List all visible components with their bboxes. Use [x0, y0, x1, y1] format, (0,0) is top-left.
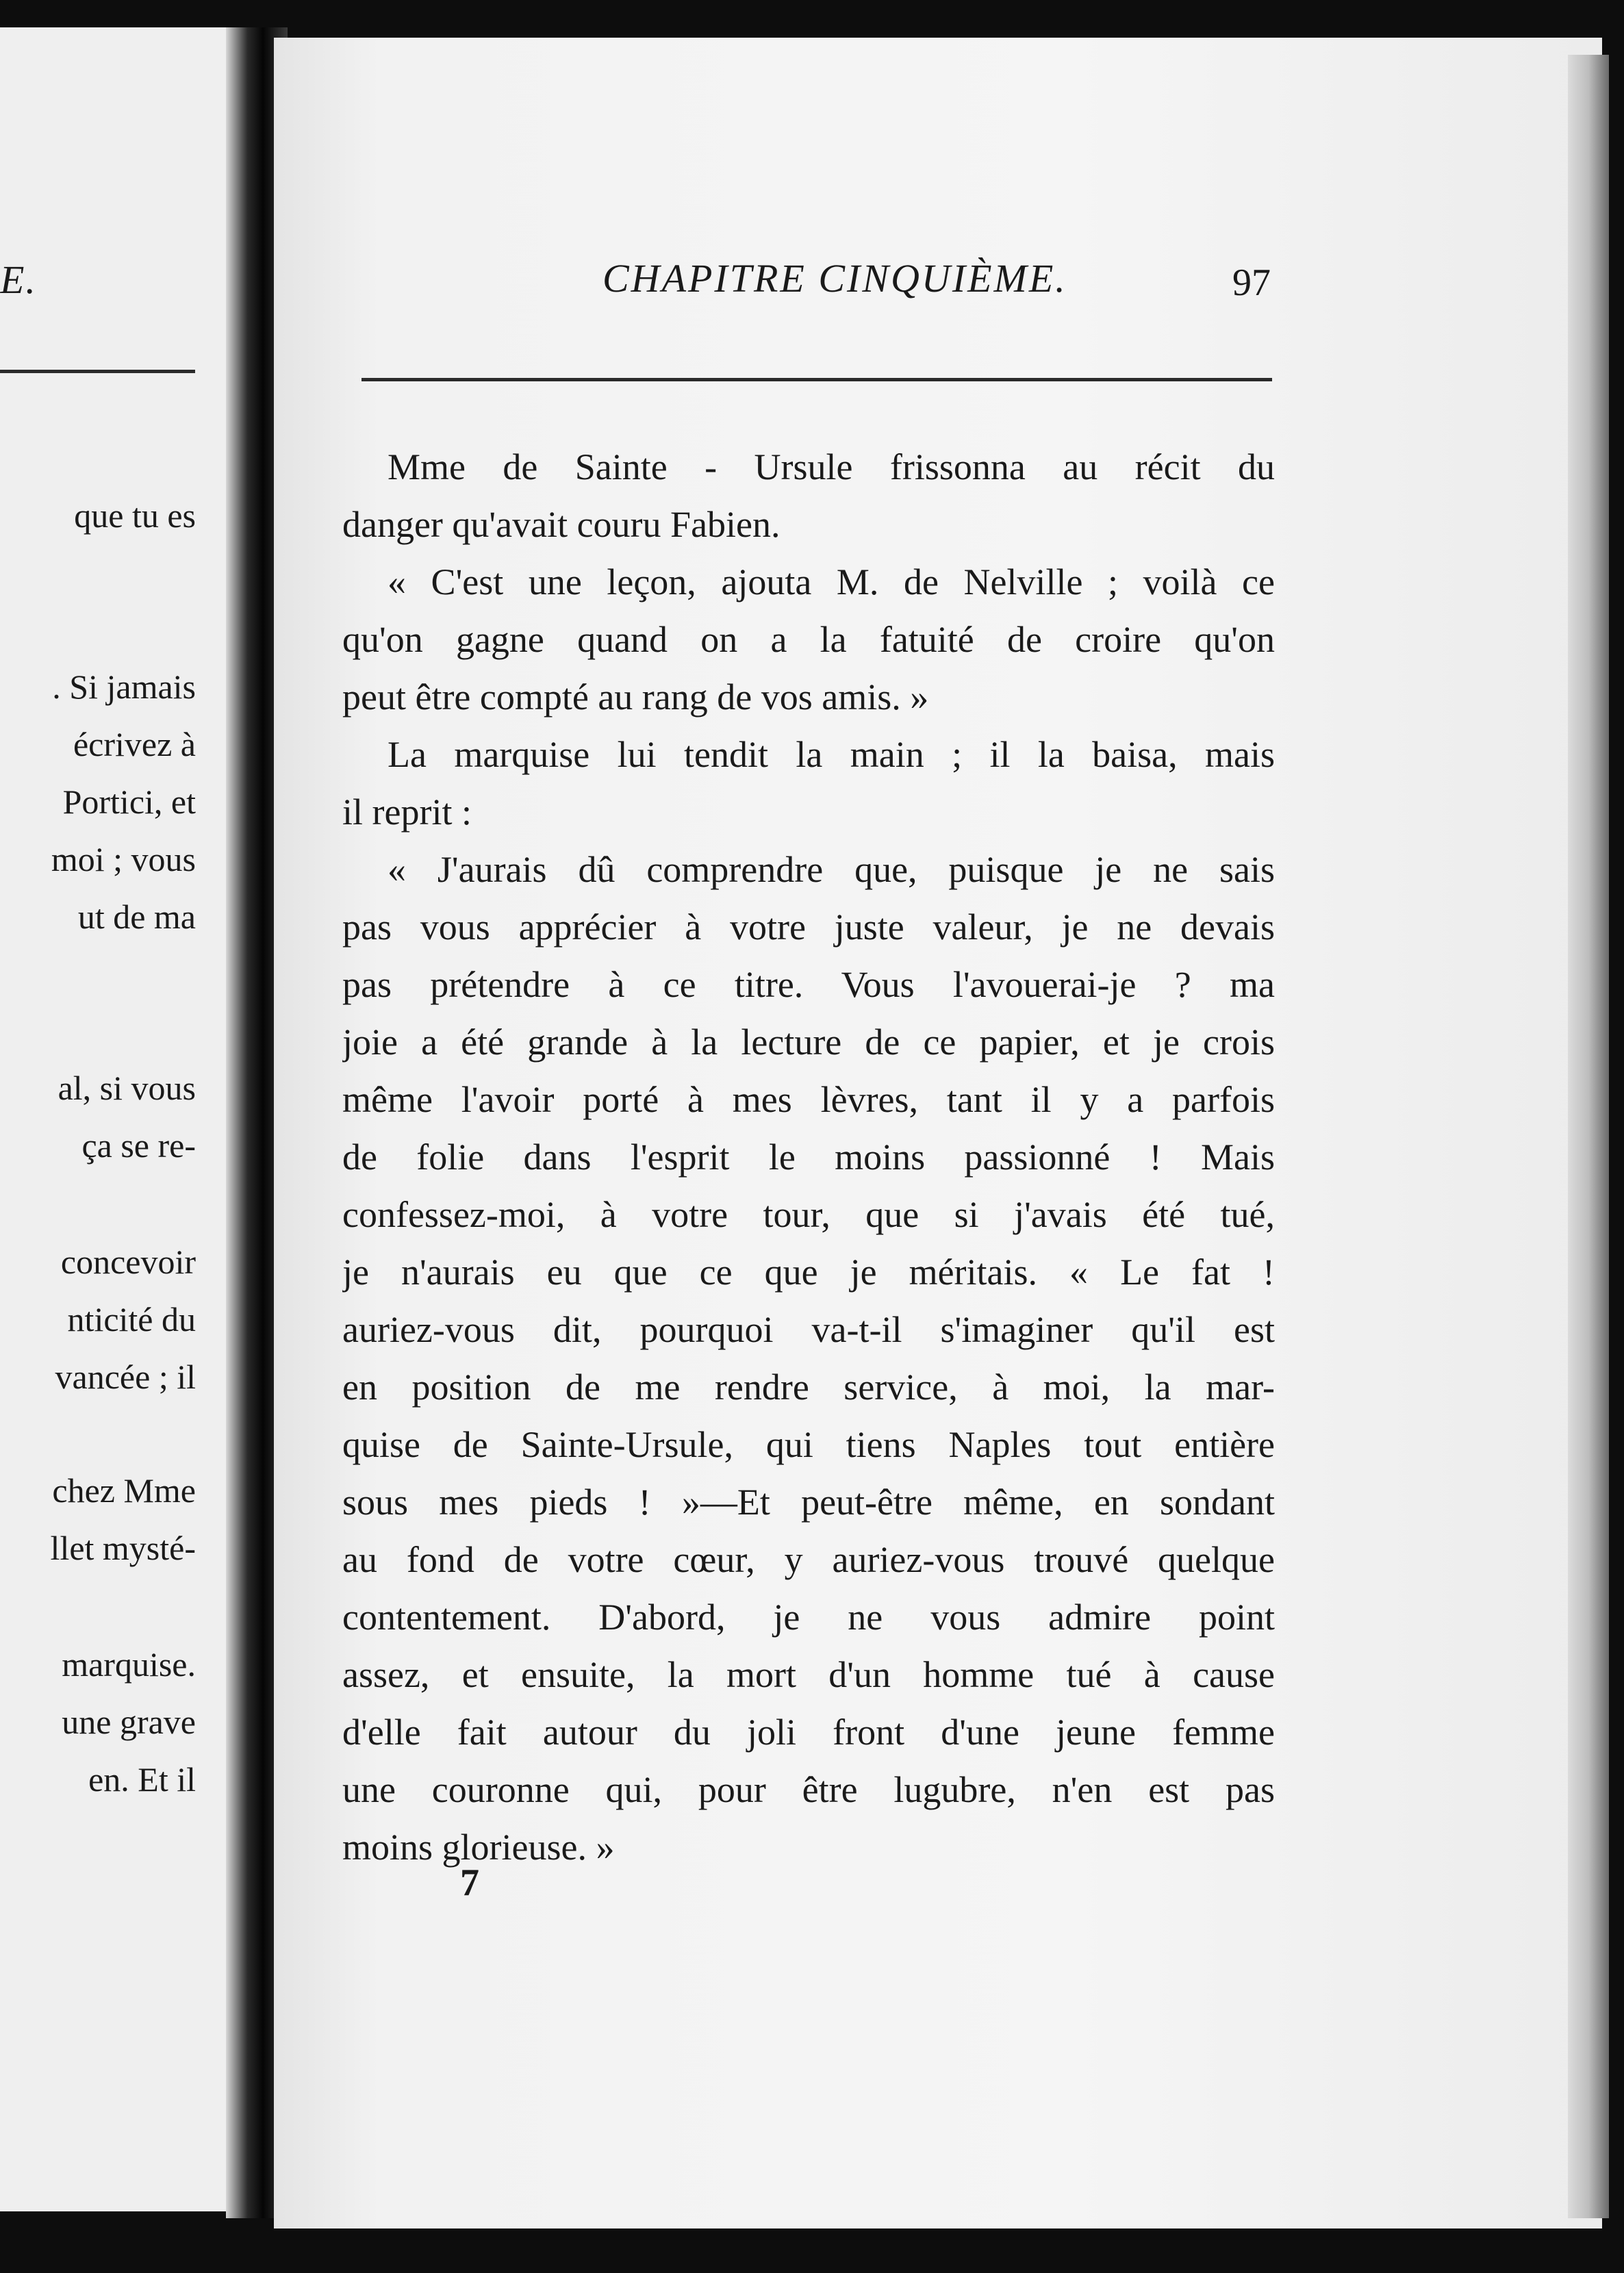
text-line: sous mes pieds ! »—Et peut-être même, en sondant	[342, 1482, 1275, 1523]
left-line: écrivez à	[73, 725, 196, 763]
body-text	[342, 438, 1275, 1876]
text-line: assez, et ensuite, la mort d'un homme tué à cause	[342, 1654, 1275, 1695]
left-line: marquise.	[62, 1645, 196, 1684]
head-rule	[361, 378, 1272, 381]
left-head-rule	[0, 370, 195, 373]
left-line: une grave	[62, 1703, 196, 1741]
text-line: moins glorieuse. »	[342, 1827, 615, 1868]
left-line: al, si vous	[58, 1069, 196, 1107]
text-line: quise de Sainte-Ursule, qui tiens Naples tout entière	[342, 1424, 1275, 1465]
text-line: peut être compté au rang de vos amis. »	[342, 676, 929, 718]
text-line: confessez-moi, à votre tour, que si j'avais été tué,	[342, 1194, 1275, 1235]
text-line: auriez-vous dit, pourquoi va-t-il s'imaginer qu'il est	[342, 1309, 1275, 1350]
page-number: 97	[1232, 262, 1271, 304]
text-line: qu'on gagne quand on a la fatuité de croire qu'on	[342, 619, 1275, 660]
left-line: ut de ma	[77, 898, 196, 936]
running-head: CHAPITRE CINQUIÈME.	[602, 256, 1067, 301]
text-line: La marquise lui tendit la main ; il la baisa, mais	[388, 734, 1275, 775]
left-line: nticité du	[67, 1300, 196, 1338]
text-line: je n'aurais eu que ce que je méritais. « Le fat !	[342, 1252, 1275, 1293]
text-line: au fond de votre cœur, y auriez-vous trouvé quelque	[342, 1539, 1275, 1580]
left-line: llet mysté-	[50, 1529, 196, 1567]
text-line: même l'avoir porté à mes lèvres, tant il y a parfois	[342, 1079, 1275, 1120]
left-line: concevoir	[60, 1243, 196, 1281]
signature-mark: 7	[460, 1862, 479, 1904]
text-line: contentement. D'abord, je ne vous admire point	[342, 1597, 1275, 1638]
left-line: . Si jamais	[52, 668, 196, 706]
text-line: « C'est une leçon, ajouta M. de Nelville ; voilà ce	[388, 561, 1275, 602]
left-line: moi ; vous	[51, 840, 196, 878]
text-line: une couronne qui, pour être lugubre, n'en est pas	[342, 1769, 1275, 1810]
left-line: ça se re-	[81, 1126, 196, 1165]
text-line: « J'aurais dû comprendre que, puisque je ne sais	[388, 849, 1275, 890]
text-line: il reprit :	[342, 791, 472, 833]
text-line: de folie dans l'esprit le moins passionné ! Mais	[342, 1136, 1275, 1178]
text-line: Mme de Sainte - Ursule frissonna au récit du	[388, 446, 1275, 487]
left-page	[0, 27, 259, 2211]
text-line: joie a été grande à la lecture de ce papier, et je crois	[342, 1021, 1275, 1063]
left-line: vancée ; il	[55, 1358, 196, 1396]
left-line: Portici, et	[62, 783, 196, 821]
left-line: chez Mme	[52, 1471, 196, 1510]
page-edge	[1568, 55, 1609, 2218]
left-line: que tu es	[74, 496, 196, 535]
left-running-head-fragment: E.	[0, 257, 37, 302]
text-line: danger qu'avait couru Fabien.	[342, 504, 781, 545]
left-line: en. Et il	[88, 1760, 196, 1799]
text-line: pas prétendre à ce titre. Vous l'avouerai-je ? ma	[342, 964, 1275, 1005]
text-line: d'elle fait autour du joli front d'une jeune femme	[342, 1712, 1275, 1753]
text-line: en position de me rendre service, à moi, la mar-	[342, 1367, 1275, 1408]
text-line: pas vous apprécier à votre juste valeur, je ne devais	[342, 906, 1275, 948]
